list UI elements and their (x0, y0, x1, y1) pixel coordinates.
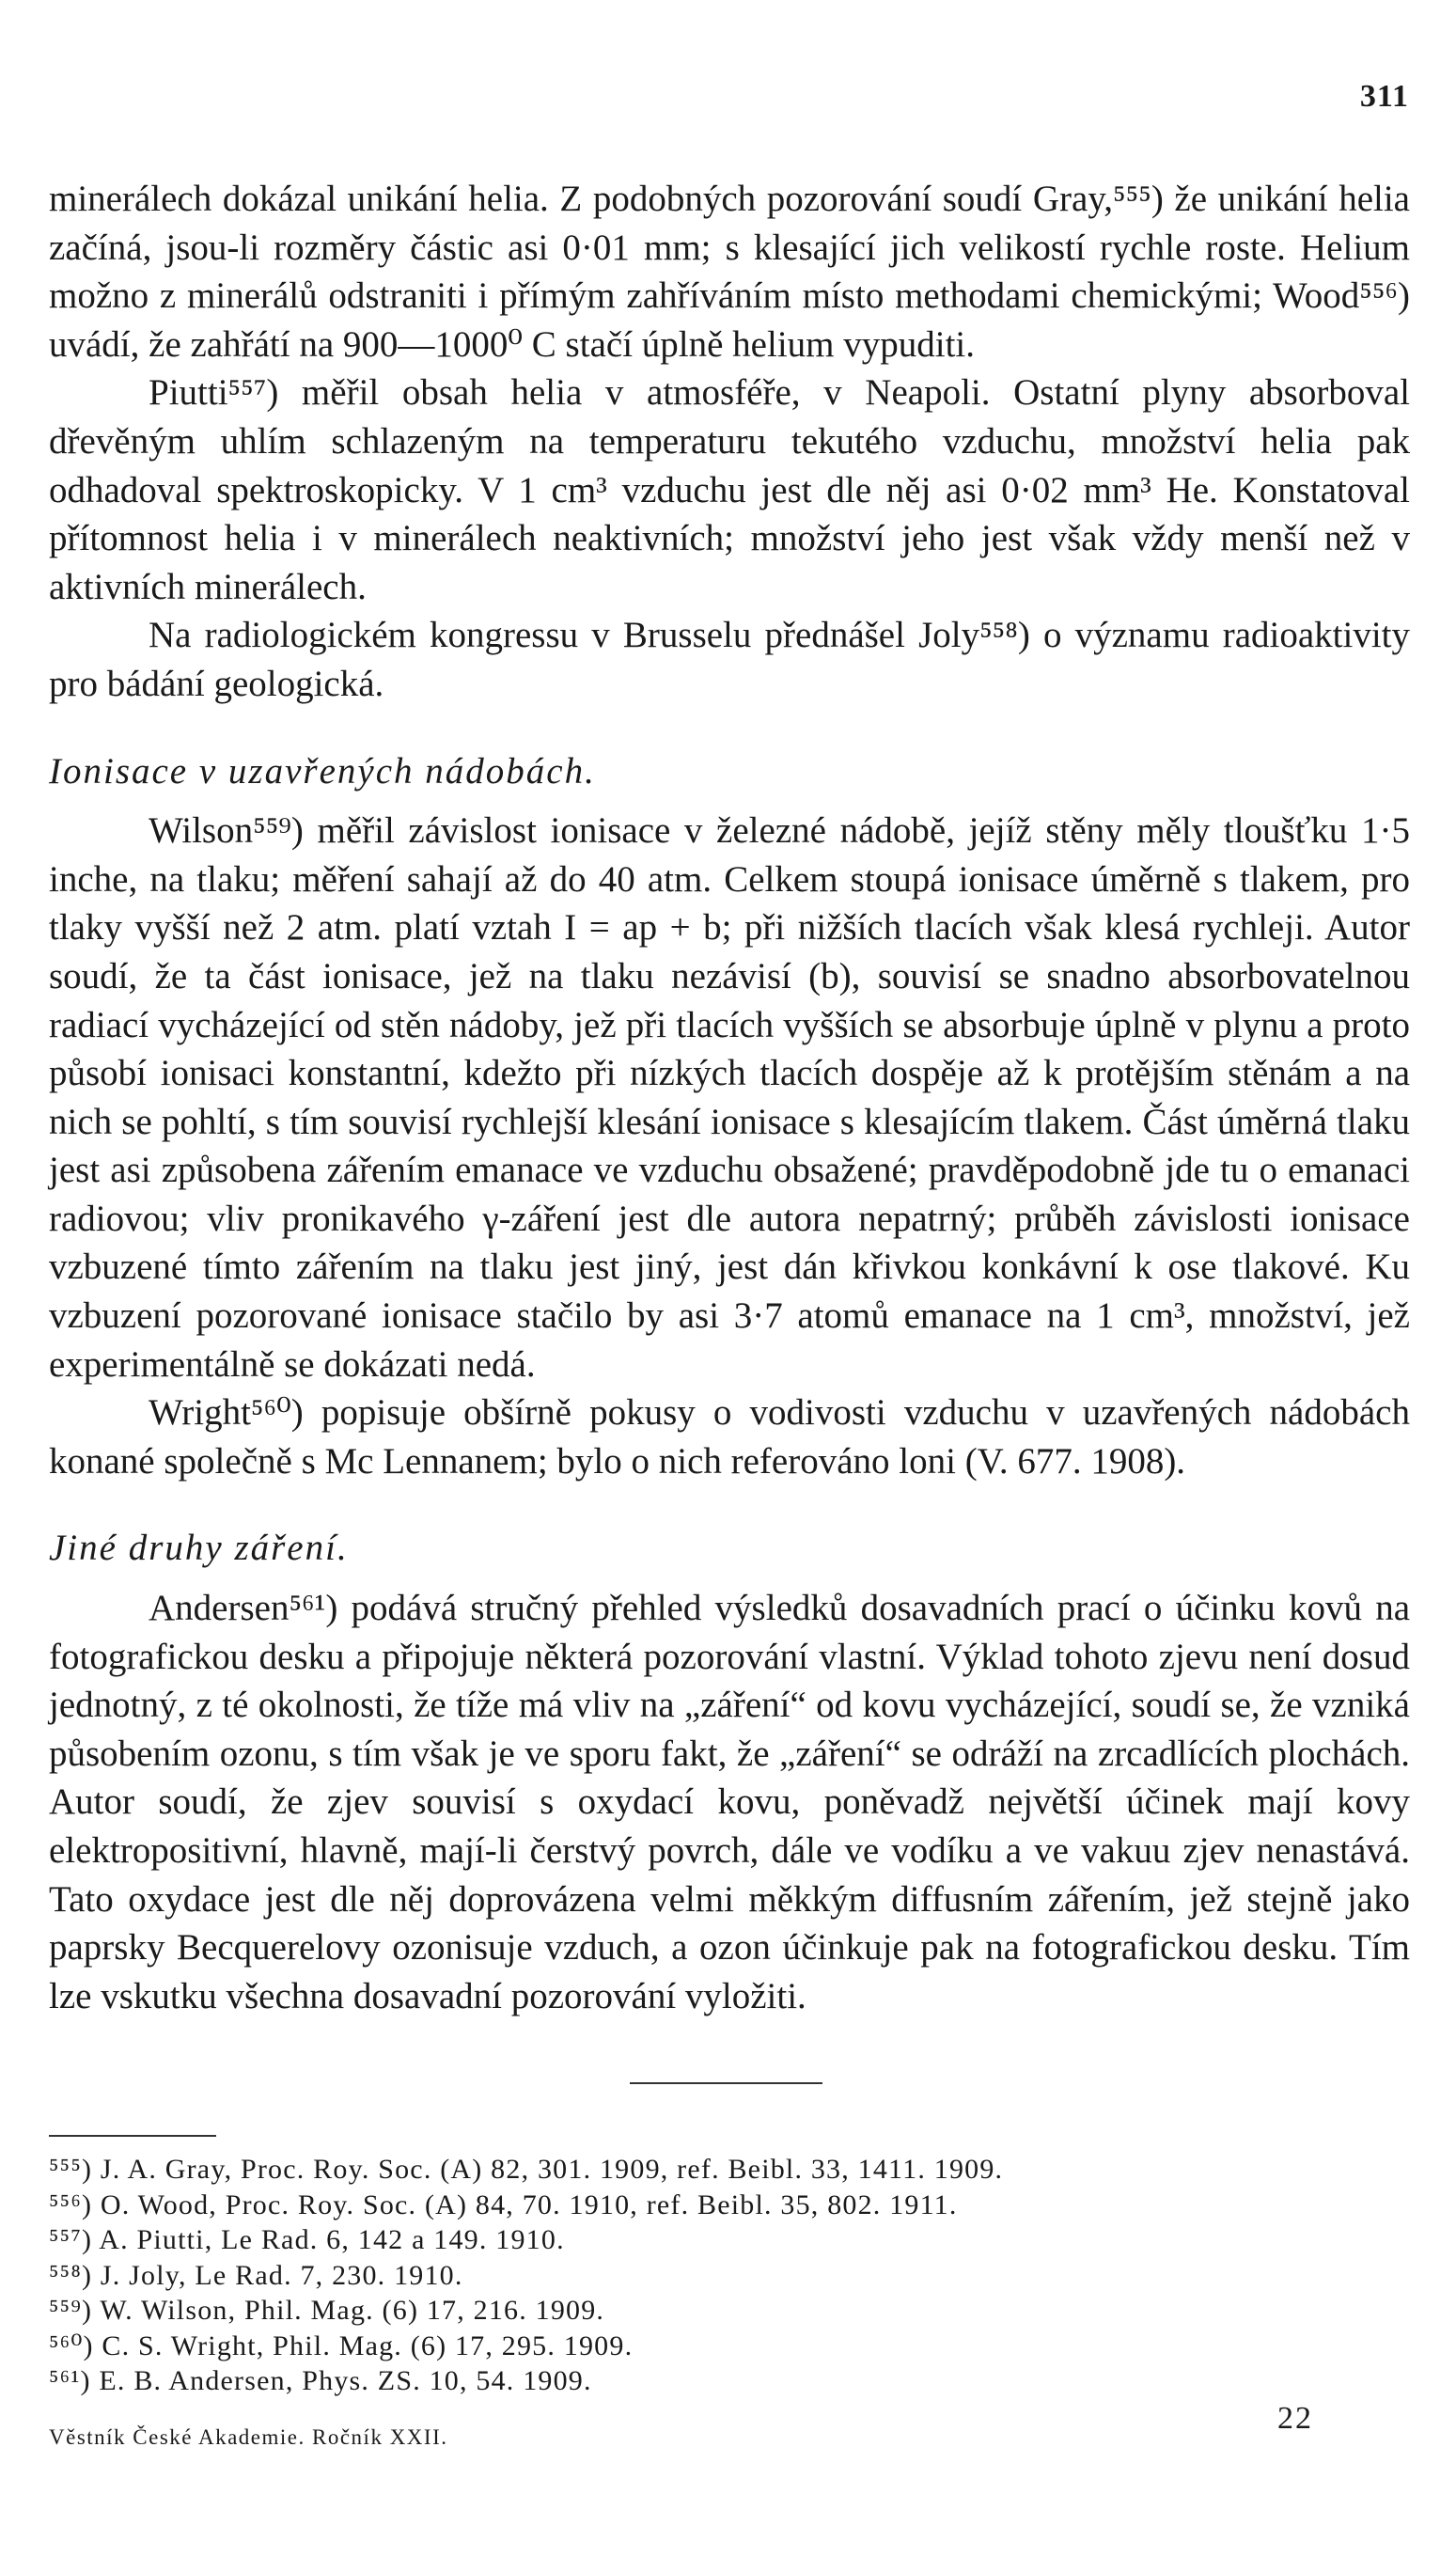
paragraph: Wilson⁵⁵⁹) měřil závislost ionisace v železné nádobě, jejíž stěny měly tloušťku 1·5 inche, na tlaku; měření sahají až do 40 atm. Celkem stoupá ionisace úměrně s tlakem, pro tlaky vyšší než 2 atm. platí vztah I = ap + b; při nižších tlacích však klesá rychleji. Autor soudí, že ta část ionisace, jež na tlaku nezávisí (b), souvisí se snadno absorbovatelnou radiací vycházející od stěn nádoby, jež při tlacích vyšších se absorbuje úplně v plynu a proto působí ionisaci konstantní, kdežto při nízkých tlacích dospěje až k protějším stěnám a na nich se pohltí, s tím souvisí rychlejší klesání ionisace s klesajícím tlakem. Část úměrná tlaku jest asi způsobena zářením emanace ve vzduchu obsažené; pravděpodobně jde tu o emanaci radiovou; vliv pronikavého γ-záření jest dle autora nepatrný; průběh závislosti ionisace vzbuzené tímto zářením na tlaku jest jiný, jest dán křivkou konkávní k ose tlakové. Ku vzbuzení pozorované ionisace stačilo by asi 3·7 atomů emanace na 1 cm³, množství, jež experimentálně se dokázati nedá. (49, 810, 1410, 1385)
journal-signature: Věstník České Akademie. Ročník XXII. (49, 2425, 448, 2449)
footnote-divider (49, 2135, 216, 2137)
section-heading: Ionisace v uzavřených nádobách. (49, 750, 596, 792)
footnote: ⁵⁶⁰) C. S. Wright, Phil. Mag. (6) 17, 295. 1909. (49, 2330, 634, 2361)
main-text (49, 175, 1410, 2020)
footnote: ⁵⁵⁹) W. Wilson, Phil. Mag. (6) 17, 216. 1909. (49, 2295, 605, 2326)
footnote: ⁵⁵⁶) O. Wood, Proc. Roy. Soc. (A) 84, 70. 1910, ref. Beibl. 35, 802. 1911. (49, 2188, 958, 2220)
section-heading: Jiné druhy záření. (49, 1528, 349, 1569)
paragraph: Andersen⁵⁶¹) podává stručný přehled výsledků dosavadních prací o účinku kovů na fotografickou desku a připojuje některá pozorování vlastní. Výklad tohoto zjevu není dosud jednotný, z té okolnosti, že tíže má vliv na „záření“ od kovu vycházející, soudí se, že vzniká působením ozonu, s tím však je ve sporu fakt, že „záření“ se odráží na zrcadlících plochách. Autor soudí, že zjev souvisí s oxydací kovu, poněvadž největší účinek mají kovy elektropositivní, hlavně, mají-li čerstvý povrch, dále ve vodíku a ve vakuu zjev nenastává. Tato oxydace jest dle něj doprovázena velmi měkkým diffusním zářením, jež stejně jako paprsky Becquerelovy ozonisuje vzduch, a ozon účinkuje pak na fotografickou desku. Tím lze vskutku všechna dosavadní pozorování vyložiti. (49, 1588, 1410, 2016)
footnote: ⁵⁵⁷) A. Piutti, Le Rad. 6, 142 a 149. 1910. (49, 2224, 565, 2255)
footnote: ⁵⁶¹) E. B. Andersen, Phys. ZS. 10, 54. 1909. (49, 2365, 592, 2396)
paragraph: Wright⁵⁶⁰) popisuje obšírně pokusy o vodivosti vzduchu v uzavřených nádobách konané společně s Mc Lennanem; bylo o nich referováno loni (V. 677. 1908). (49, 1392, 1410, 1482)
footnotes (49, 2152, 1410, 2399)
sheet-number: 22 (1277, 2401, 1313, 2436)
paragraph: Piutti⁵⁵⁷) měřil obsah helia v atmosféře, v Neapoli. Ostatní plyny absorboval dřevěným uhlím schlazeným na temperaturu tekutého vzduchu, množství helia pak odhadoval spektroskopicky. V 1 cm³ vzduchu jest dle něj asi 0·02 mm³ He. Konstatoval přítomnost helia i v minerálech neaktivních; množství jeho jest však vždy menší než v aktivních minerálech. (49, 372, 1410, 607)
footnote: ⁵⁵⁵) J. A. Gray, Proc. Roy. Soc. (A) 82, 301. 1909, ref. Beibl. 33, 1411. 1909. (49, 2154, 1004, 2185)
footnote: ⁵⁵⁸) J. Joly, Le Rad. 7, 230. 1910. (49, 2259, 463, 2291)
paragraph: Na radiologickém kongressu v Brusselu přednášel Joly⁵⁵⁸) o významu radioaktivity pro bádání geologická. (49, 615, 1410, 704)
paragraph: minerálech dokázal unikání helia. Z podobných pozorování soudí Gray,⁵⁵⁵) že unikání helia začíná, jsou-li rozměry částic asi 0·01 mm; s klesající jich velikostí rychle roste. Helium možno z minerálů odstraniti i přímým zahříváním místo methodami chemickými; Wood⁵⁵⁶) uvádí, že zahřátí na 900—1000⁰ C stačí úplně helium vypuditi. (49, 179, 1410, 365)
section-divider (630, 2082, 822, 2084)
page-number: 311 (1359, 79, 1409, 114)
